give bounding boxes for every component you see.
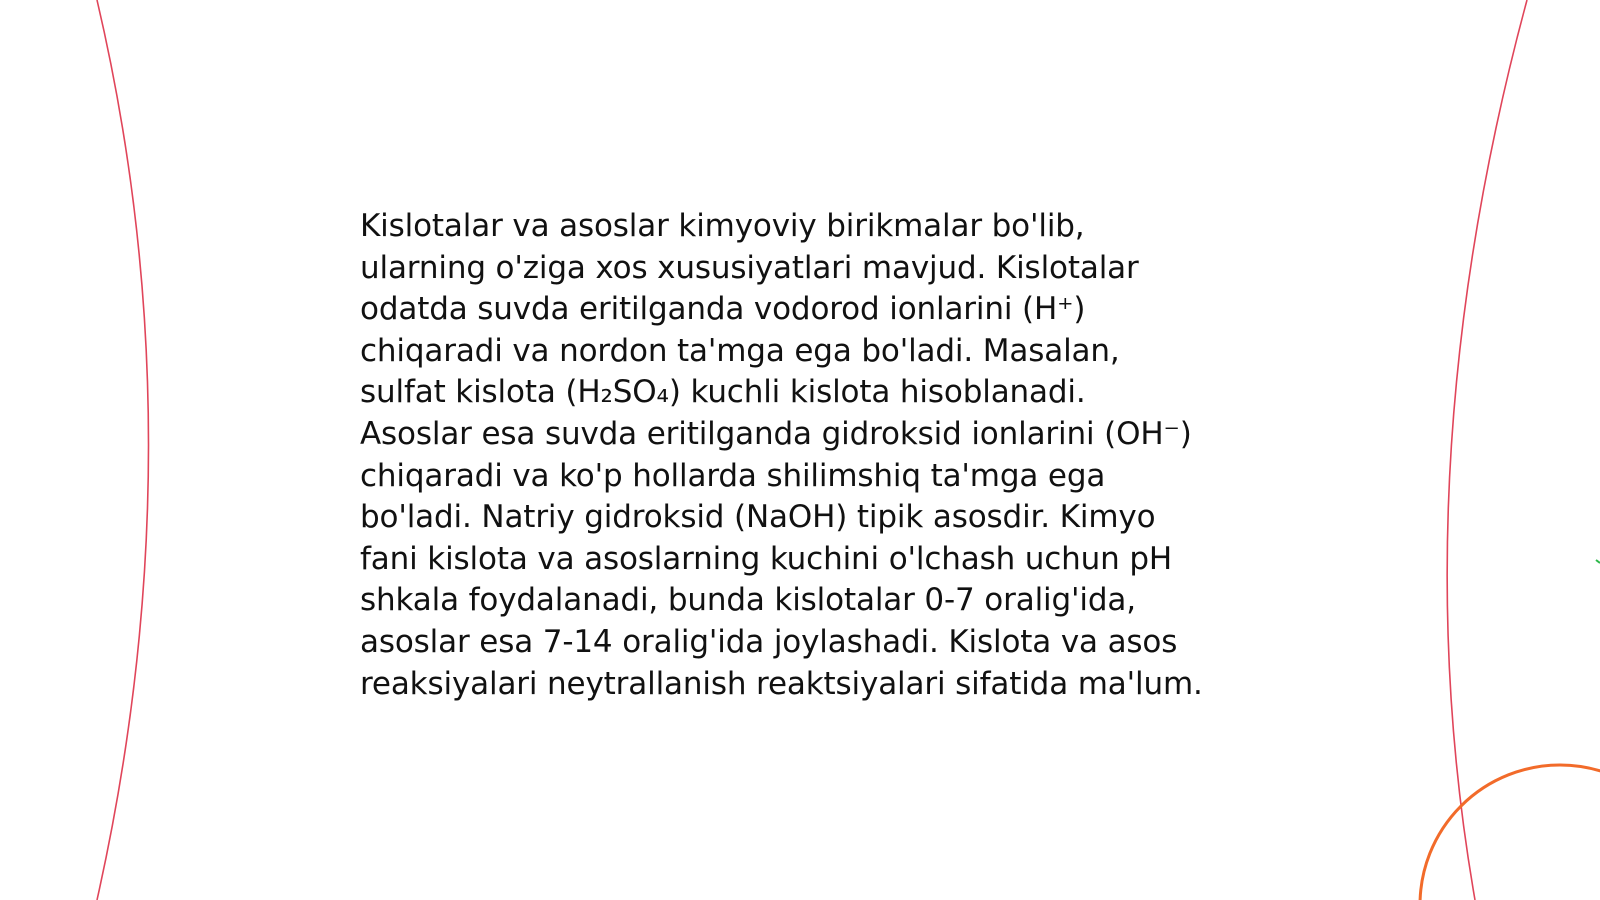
paragraph-line: fani kislota va asoslarning kuchini o'lchash uchun pH bbox=[360, 540, 1173, 577]
paragraph-line: chiqaradi va ko'p hollarda shilimshiq ta'mga ega bbox=[360, 457, 1106, 494]
paragraph-line: Asoslar esa suvda eritilganda gidroksid ionlarini (OH⁻) bbox=[360, 415, 1192, 452]
orange-circle-decoration bbox=[1420, 765, 1600, 900]
paragraph-line: sulfat kislota (H₂SO₄) kuchli kislota hisoblanadi. bbox=[360, 374, 1086, 411]
paragraph-line: shkala foydalanadi, bunda kislotalar 0-7 oralig'ida, bbox=[360, 582, 1136, 619]
body-paragraph bbox=[360, 206, 1260, 705]
paragraph-line: odatda suvda eritilganda vodorod ionlarini (H⁺) bbox=[360, 291, 1086, 328]
paragraph-line: ularning o'ziga xos xususiyatlari mavjud. Kislotalar bbox=[360, 249, 1139, 286]
left-curve-decoration bbox=[97, 0, 149, 900]
paragraph-line: bo'ladi. Natriy gidroksid (NaOH) tipik asosdir. Kimyo bbox=[360, 499, 1156, 536]
paragraph-line: chiqaradi va nordon ta'mga ega bo'ladi. Masalan, bbox=[360, 332, 1120, 369]
paragraph-line: reaksiyalari neytrallanish reaktsiyalari sifatida ma'lum. bbox=[360, 665, 1203, 702]
green-mark-decoration bbox=[1596, 560, 1600, 563]
paragraph-line: asoslar esa 7-14 oralig'ida joylashadi. Kislota va asos bbox=[360, 623, 1178, 660]
right-curve-decoration bbox=[1447, 0, 1527, 900]
paragraph-line: Kislotalar va asoslar kimyoviy birikmalar bo'lib, bbox=[360, 208, 1085, 244]
